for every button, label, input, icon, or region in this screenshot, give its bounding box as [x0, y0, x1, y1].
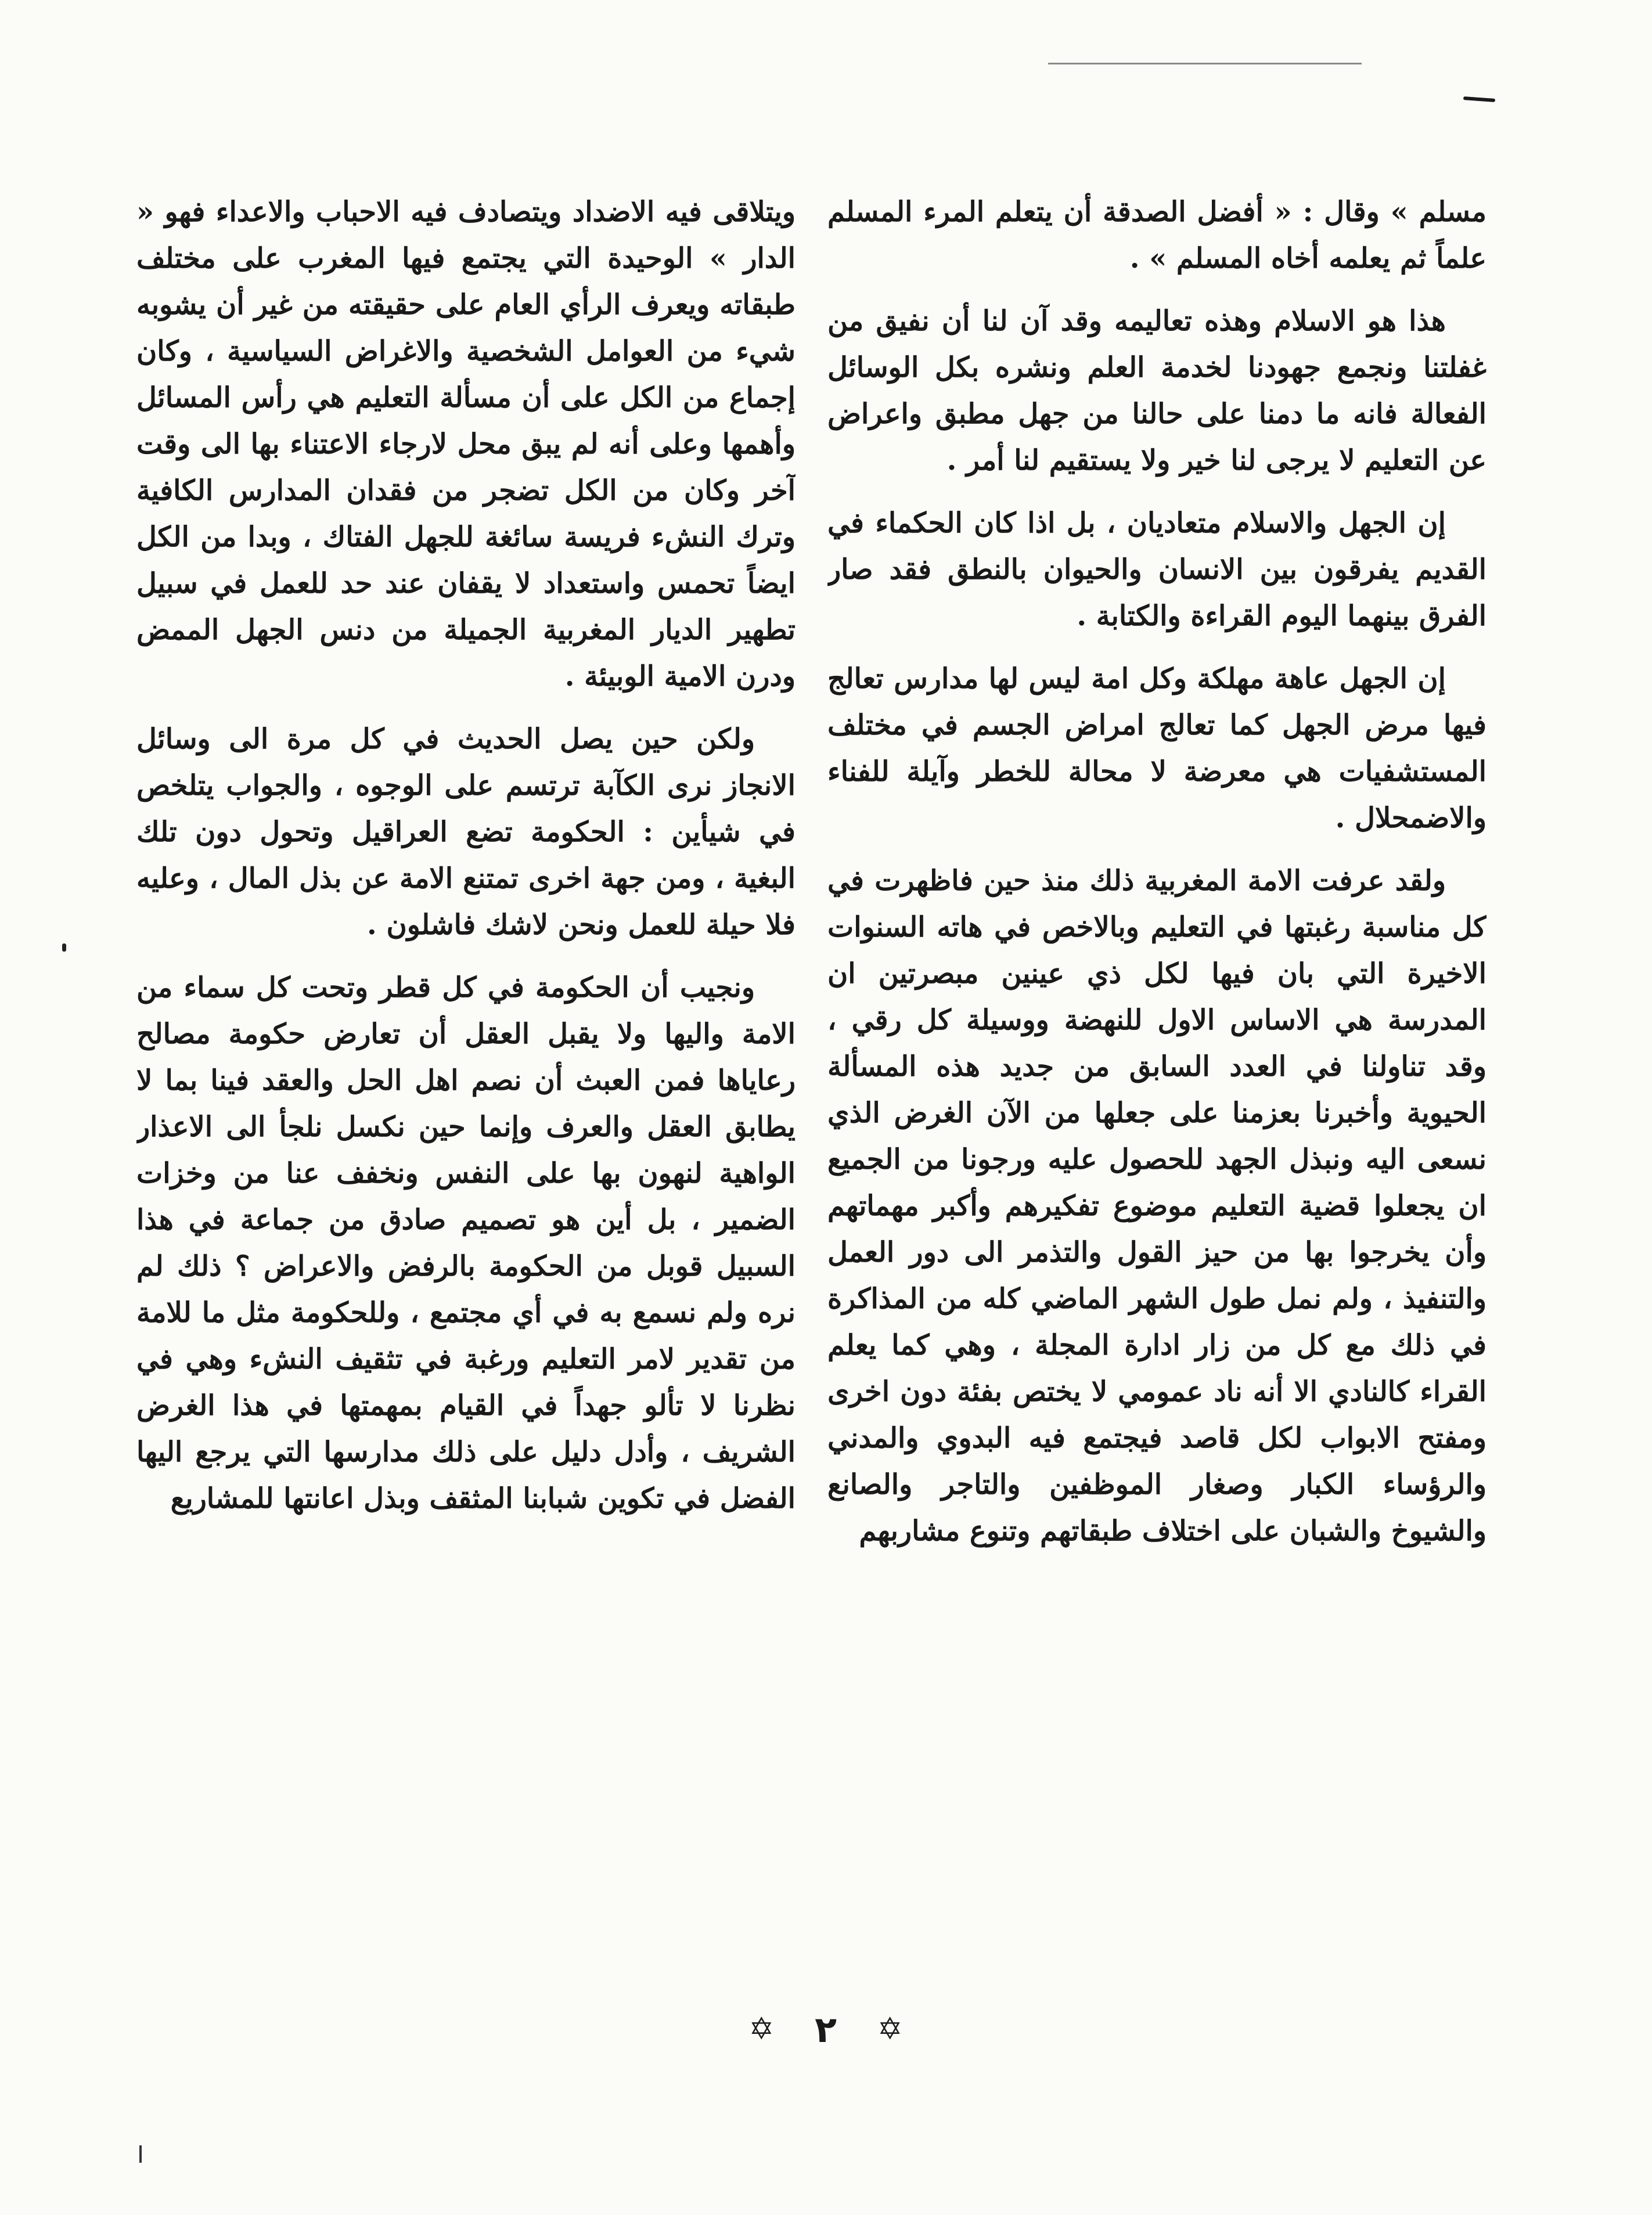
page-number: ٢: [815, 2008, 837, 2051]
page-footer: [710, 2006, 942, 2052]
margin-dot: [62, 943, 66, 952]
paragraph: ولقد عرفت الامة المغربية ذلك منذ حين فاظهرت في كل مناسبة رغبتها في التعليم وبالاخص في هاته السنوات الاخيرة التي بان فيها لكل ذي عينين مبصرتين ان المدرسة هي الاساس الاول للنهضة ووسيلة كل رقي ، وقد تناولنا في العدد السابق من جديد هذه المسألة الحيوية وأخبرنا بعزمنا على جعلها من الآن الغرض الذي نسعى اليه ونبذل الجهد للحصول عليه ورجونا من الجميع ان يجعلوا قضية التعليم موضوع تفكيرهم وأكبر مهماتهم وأن يخرجوا بها من حيز القول والتذمر الى دور العمل والتنفيذ ، ولم نمل طول الشهر الماضي كله من المذاكرة في ذلك مع كل من زار ادارة المجلة ، وهي كما يعلم القراء كالنادي الا أنه ناد عمومي لا يختص بفئة دون اخرى ومفتح الابواب لكل قاصد فيجتمع فيه البدوي والمدني والرؤساء الكبار وصغار الموظفين والتاجر والصانع والشيوخ والشبان على اختلاف طبقاتهم وتنوع مشاربهم: [827, 865, 1487, 1547]
paragraph: إن الجهل والاسلام متعاديان ، بل اذا كان الحكماء في القديم يفرقون بين الانسان والحيوان بالنطق فقد صار الفرق بينهما اليوم القراءة والكتابة .: [827, 507, 1487, 632]
paragraph: إن الجهل عاهة مهلكة وكل امة ليس لها مدارس تعالج فيها مرض الجهل كما تعالج امراض الجسم في مختلف المستشفيات هي معرضة لا محالة للخطر وآيلة للفناء والاضمحلال .: [827, 662, 1487, 834]
right-column: [827, 189, 1487, 1983]
paragraph: ونجيب أن الحكومة في كل قطر وتحت كل سماء من الامة واليها ولا يقبل العقل أن تعارض حكومة مصالح رعاياها فمن العبث أن نصم اهل الحل والعقد فينا بما لا يطابق العقل والعرف وإنما حين نكسل نلجأ الى الاعذار الواهية لنهون بها على النفس ونخفف عنا من وخزات الضمير ، بل أين هو تصميم صادق من جماعة في هذا السبيل قوبل من الحكومة بالرفض والاعراض ؟ ذلك لم نره ولم نسمع به في أي مجتمع ، وللحكومة مثل ما للامة من تقدير لامر التعليم ورغبة في تثقيف النشء وهي في نظرنا لا تألو جهداً في القيام بمهمتها في هذا الغرض الشريف ، وأدل دليل على ذلك مدارسها التي يرجع اليها الفضل في تكوين شبابنا المثقف وبذل اعانتها للمشاريع: [136, 971, 796, 1515]
margin-tick: [139, 2145, 142, 2163]
star-icon: ✡: [748, 2012, 775, 2047]
paragraph: مسلم » وقال : « أفضل الصدقة أن يتعلم المرء المسلم علماً ثم يعلمه أخاه المسلم » .: [827, 196, 1487, 275]
left-column: [136, 189, 796, 1983]
top-rule: [1048, 63, 1362, 64]
corner-mark: [1463, 96, 1495, 102]
star-icon: ✡: [877, 2012, 903, 2047]
paragraph: ويتلاقى فيه الاضداد ويتصادف فيه الاحباب والاعداء فهو « الدار » الوحيدة التي يجتمع فيها المغرب على مختلف طبقاته ويعرف الرأي العام على حقيقته من غير أن يشوبه شيء من العوامل الشخصية والاغراض السياسية ، وكان إجماع من الكل على أن مسألة التعليم هي رأس المسائل وأهمها وعلى أنه لم يبق محل لارجاء الاعتناء بها الى وقت آخر وكان من الكل تضجر من فقدان المدارس الكافية وترك النشء فريسة سائغة للجهل الفتاك ، وبدا من الكل ايضاً تحمس واستعداد لا يقفان عند حد للعمل في سبيل تطهير الديار المغربية الجميلة من دنس الجهل الممض ودرن الامية الوبيئة .: [136, 196, 796, 693]
paragraph: هذا هو الاسلام وهذه تعاليمه وقد آن لنا أن نفيق من غفلتنا ونجمع جهودنا لخدمة العلم ونشره بكل الوسائل الفعالة فانه ما دمنا على حالنا من جهل مطبق واعراض عن التعليم لا يرجى لنا خير ولا يستقيم لنا أمر .: [827, 305, 1487, 477]
paragraph: ولكن حين يصل الحديث في كل مرة الى وسائل الانجاز نرى الكآبة ترتسم على الوجوه ، والجواب يتلخص في شيأين : الحكومة تضع العراقيل وتحول دون تلك البغية ، ومن جهة اخرى تمتنع الامة عن بذل المال ، وعليه فلا حيلة للعمل ونحن لاشك فاشلون .: [136, 723, 796, 941]
